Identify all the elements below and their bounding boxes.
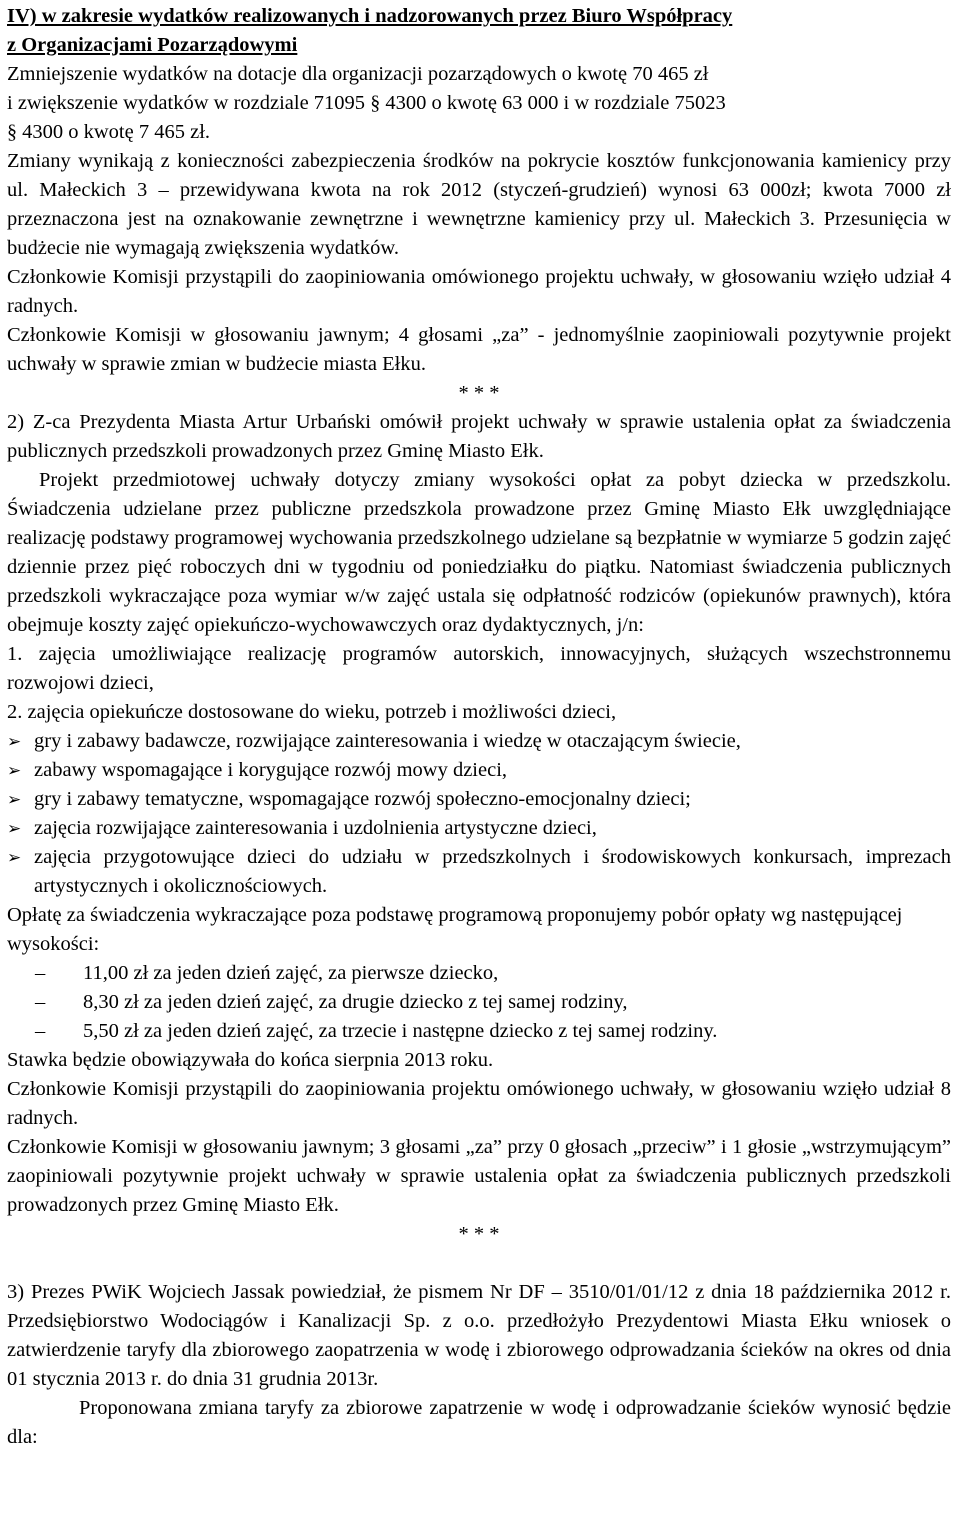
list-item (7, 814, 951, 843)
fee-intro: Opłatę za świadczenia wykraczające poza podstawę programową proponujemy pobór opłaty wg następującej wysokości: (7, 904, 903, 955)
increase-text-a: i zwiększenie wydatków w rozdziale 71095 (7, 92, 371, 114)
dash-bullet-icon: – (35, 1020, 46, 1042)
dash-bullet-icon: – (35, 991, 46, 1013)
blank-line (7, 1249, 951, 1278)
dash-bullet-icon: – (35, 962, 46, 984)
section-sign-icon: § (7, 121, 17, 143)
fee-item-text: 5,50 zł za jeden dzień zajęć, za trzecie i następne dziecko z tej samej rodziny. (83, 1020, 718, 1042)
list-item-text: gry i zabawy tematyczne, wspomagające rozwój społeczno-emocjonalny dzieci; (34, 788, 691, 810)
list-item-text: zajęcia przygotowujące dzieci do udziału w przedszkolnych i środowiskowych konkursach, imprezach artystycznych i okolicznościowych. (34, 846, 951, 897)
paragraph-increase-cont (7, 118, 951, 147)
rate-note: Stawka będzie obowiązywała do końca sierpnia 2013 roku. (7, 1049, 494, 1071)
arrow-bullet-icon: ➢ (7, 790, 22, 809)
paragraph-decrease: Zmniejszenie wydatków na dotacje dla organizacji pozarządowych o kwotę 70 465 zł (7, 63, 709, 85)
fee-item (7, 1017, 951, 1046)
fee-list (7, 959, 951, 1046)
paragraph-committee-1: Członkowie Komisji przystąpili do zaopiniowania omówionego projektu uchwały, w głosowaniu wzięło udział 4 radnych. (7, 266, 951, 317)
item2-intro: 2) Z-ca Prezydenta Miasta Artur Urbański omówił projekt uchwały w sprawie ustalenia opłat za świadczenia publicznych przedszkoli prowadzonych przez Gminę Miasto Ełk. (7, 411, 951, 462)
fee-item-text: 8,30 zł za jeden dzień zajęć, za drugie dziecko z tej samej rodziny, (83, 991, 628, 1013)
increase-text-b: 4300 o kwotę 63 000 i w rozdziale 75023 (380, 92, 726, 114)
item3-proposal: Proponowana zmiana taryfy za zbiorowe zapatrzenie w wodę i odprowadzanie ścieków wynosić będzie dla: (7, 1397, 951, 1448)
arrow-bullet-icon: ➢ (7, 848, 22, 867)
list-item (7, 785, 951, 814)
increase-text-c: 4300 o kwotę 7 465 zł. (17, 121, 211, 143)
section-heading-line2: z Organizacjami Pozarządowymi (7, 34, 298, 56)
arrow-bullet-icon: ➢ (7, 732, 22, 751)
separator: * * * (458, 1223, 500, 1245)
fee-item (7, 988, 951, 1017)
fee-item-text: 11,00 zł za jeden dzień zajęć, za pierwsze dziecko, (83, 962, 499, 984)
section-sign-icon: § (370, 92, 381, 114)
arrow-bullet-icon: ➢ (7, 761, 22, 780)
list-item-text: gry i zabawy badawcze, rozwijające zainteresowania i wiedzę w otaczającym świecie, (34, 730, 741, 752)
item2-body: Projekt przedmiotowej uchwały dotyczy zmiany wysokości opłat za pobyt dziecka w przedszkolu. Świadczenia udzielane przez publiczne przedszkola prowadzone przez Gminę Miasto Ełk uwzględniające realizację podstawy programowej wychowania przedszkolnego udzielane są bezpłatnie w wymiarze 5 godzin zajęć dziennie przez pięć roboczych dni w tygodniu od poniedziałku do piątku. Natomiast świadczenia publicznych przedszkoli wykraczające poza wymiar w/w zajęć ustala się odpłatność rodziców (opiekunów prawnych), która obejmuje koszty zajęć opiekuńczo-wychowawczych oraz dydaktycznych, j/n: (7, 469, 951, 636)
item2-numbered-2: 2. zajęcia opiekuńcze dostosowane do wieku, potrzeb i możliwości dzieci, (7, 701, 617, 723)
bullet-list (7, 727, 951, 901)
arrow-bullet-icon: ➢ (7, 819, 22, 838)
section-heading-line1: IV) w zakresie wydatków realizowanych i nadzorowanych przez Biuro Współpracy (7, 5, 733, 27)
paragraph-vote-1: Członkowie Komisji w głosowaniu jawnym; 4 głosami „za” - jednomyślnie zaopiniowali pozytywnie projekt uchwały w sprawie zmian w budżecie miasta Ełku. (7, 324, 951, 375)
paragraph-changes: Zmiany wynikają z konieczności zabezpieczenia środków na pokrycie kosztów funkcjonowania kamienicy przy ul. Małeckich 3 – przewidywana kwota na rok 2012 (styczeń-grudzień) wynosi 63 000zł; kwota 7000 zł przeznaczona jest na oznakowanie zewnętrzne i wewnętrzne kamienicy przy ul. Małeckich 3. Przesunięcia w budżecie nie wymagają zwiększenia wydatków. (7, 150, 951, 259)
fee-item (7, 959, 951, 988)
list-item (7, 756, 951, 785)
list-item-text: zabawy wspomagające i korygujące rozwój mowy dzieci, (34, 759, 508, 781)
paragraph-committee-2: Członkowie Komisji przystąpili do zaopiniowania projektu omówionego uchwały, w głosowaniu wzięło udział 8 radnych. (7, 1078, 951, 1129)
paragraph-increase (7, 89, 951, 118)
separator: * * * (458, 382, 500, 404)
list-item-text: zajęcia rozwijające zainteresowania i uzdolnienia artystyczne dzieci, (34, 817, 597, 839)
list-item (7, 843, 951, 901)
list-item (7, 727, 951, 756)
item3-intro: 3) Prezes PWiK Wojciech Jassak powiedział, że pismem Nr DF – 3510/01/01/12 z dnia 18 października 2012 r. Przedsiębiorstwo Wodociągów i Kanalizacji Sp. z o.o. przedłożyło Prezydentowi Miasta Ełku wniosek o zatwierdzenie taryfy dla zbiorowego zaopatrzenia w wodę i zbiorowego odprowadzania ścieków na okres od dnia 01 stycznia 2013 r. do dnia 31 grudnia 2013r. (7, 1281, 951, 1390)
item2-numbered-1: 1. zajęcia umożliwiające realizację programów autorskich, innowacyjnych, służących wszechstronnemu rozwojowi dzieci, (7, 643, 951, 694)
paragraph-vote-2: Członkowie Komisji w głosowaniu jawnym; 3 głosami „za” przy 0 głosach „przeciw” i 1 głosie „wstrzymującym” zaopiniowali pozytywnie projekt uchwały w sprawie ustalenia opłat za świadczenia publicznych przedszkoli prowadzonych przez Gminę Miasto Ełk. (7, 1136, 951, 1216)
